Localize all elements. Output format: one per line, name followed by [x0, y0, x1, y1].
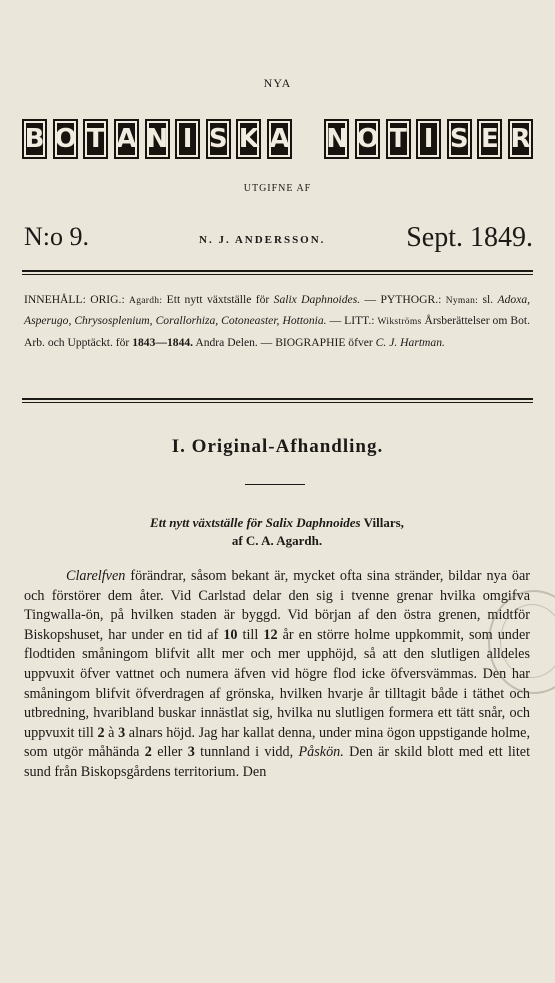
- title-letter: B: [22, 119, 47, 159]
- title-letter: T: [83, 119, 108, 159]
- contents-orig-text: Ett nytt växtställe för: [166, 293, 270, 306]
- number: 3: [187, 744, 195, 761]
- divider: [22, 398, 533, 400]
- article-body: [24, 567, 530, 783]
- article-title-authority: Villars,: [363, 515, 404, 530]
- divider: [245, 484, 305, 485]
- divider: [22, 270, 533, 272]
- journal-title: [22, 118, 533, 160]
- contents-heading: INNEHÅLL:: [24, 293, 86, 306]
- title-space: [298, 121, 319, 157]
- issue-number: N:o 9.: [24, 222, 89, 251]
- contents-litt-label: — LITT.:: [329, 314, 375, 328]
- title-letter: O: [53, 119, 78, 159]
- title-letter: N: [324, 119, 349, 159]
- issue-line: [24, 218, 533, 258]
- contents-orig-species: Salix Daphnoides.: [273, 293, 361, 306]
- number: 2: [144, 744, 152, 761]
- text-run: förändrar, såsom bekant är, mycket ofta sina stränder, bildar nya öar och förstörer dem åter. Vid Carlstad delar den sig i tvenne grenar hvilka omgifva Tingwalla-ön, på hvilken staden är byggd. Vid början af den östra grenen, midtför Biskopshuset, har under en tid af: [24, 568, 531, 643]
- title-letter: R: [508, 119, 533, 159]
- article-title: [24, 514, 530, 550]
- contents-pyth-label: — PYTHOGR.:: [364, 293, 442, 306]
- title-letter: I: [175, 119, 200, 159]
- text-run: alnars höjd. Jag har kallat denna, under mina ögon uppstigande holme, som utgör måhända: [24, 724, 531, 761]
- contents-bio-label: BIOGRAPHIE öfver: [275, 335, 373, 349]
- title-letter: I: [416, 119, 441, 159]
- contents-litt-text: Årsberättelser om Bot. Arb. och Upptäckt. för: [24, 314, 531, 349]
- number: 10: [223, 626, 238, 643]
- subtitle: UTGIFNE AF: [243, 183, 312, 194]
- contents-litt-years: 1843—1844.: [132, 335, 194, 349]
- paragraph: [24, 567, 530, 783]
- title-letter: S: [206, 119, 231, 159]
- article-byline: af C. A. Agardh.: [231, 533, 323, 548]
- title-letter: K: [236, 119, 261, 159]
- section-heading: I. Original-Afhandling.: [171, 436, 384, 457]
- editor-name: N. J. ANDERSSON.: [199, 234, 326, 246]
- text-run: år en större holme uppkommit, som under flodtiden småningom blifvit allt mer och mer upphöjd, så att den slutligen alldeles uppvuxit öfver vattnet och numera äfven vid högre flod icke öfversvämmas. Den har småningom blifvit öfverdragen af grönska, hvilken hvarje år tilltagit både i täthet och utbredning, hvaribland buskar innästlat sig, hvilka nu slutligen formera ett tätt snår, och uppvuxit till: [24, 626, 530, 741]
- library-stamp-inner: [500, 604, 555, 678]
- title-letter: T: [386, 119, 411, 159]
- text-run: à: [108, 724, 115, 741]
- opening-word: Clarelfven: [66, 568, 126, 584]
- text-run: till: [242, 626, 259, 643]
- contents-orig-author: Agardh:: [129, 296, 163, 306]
- contents-litt-part: Andra Delen. —: [195, 335, 273, 349]
- title-letter: N: [145, 119, 170, 159]
- text-run: eller: [157, 744, 183, 761]
- island-name: Påskön.: [298, 744, 344, 761]
- contents-litt-author: Wikströms: [377, 317, 422, 328]
- divider: [22, 402, 533, 403]
- divider: [22, 274, 533, 275]
- number: 3: [118, 724, 126, 741]
- contents-pyth-author: Nyman:: [445, 296, 479, 306]
- number: 2: [97, 724, 105, 741]
- title-letter: S: [447, 119, 472, 159]
- issue-date: Sept. 1849.: [406, 222, 533, 253]
- supertitle: NYA: [263, 76, 292, 90]
- table-of-contents: [24, 290, 530, 352]
- title-letter: E: [477, 119, 502, 159]
- text-run: tunnland i vidd,: [200, 744, 294, 761]
- title-letter: A: [267, 119, 292, 159]
- text-run: Den är skild blott med ett litet sund från Biskopsgårdens territorium. Den: [24, 744, 531, 780]
- title-letter: O: [355, 119, 380, 159]
- title-letter: A: [114, 119, 139, 159]
- contents-orig-label: ORIG.:: [90, 293, 125, 306]
- article-title-italic: Ett nytt växtställe för Salix Daphnoides: [150, 515, 361, 530]
- number: 12: [263, 626, 278, 643]
- contents-pyth-species: Adoxa, Asperugo, Chrysosplenium, Corallorhiza, Cotoneaster, Hottonia.: [24, 293, 531, 328]
- contents-bio-name: C. J. Hartman.: [375, 335, 445, 349]
- contents-pyth-sl: sl.: [482, 293, 494, 306]
